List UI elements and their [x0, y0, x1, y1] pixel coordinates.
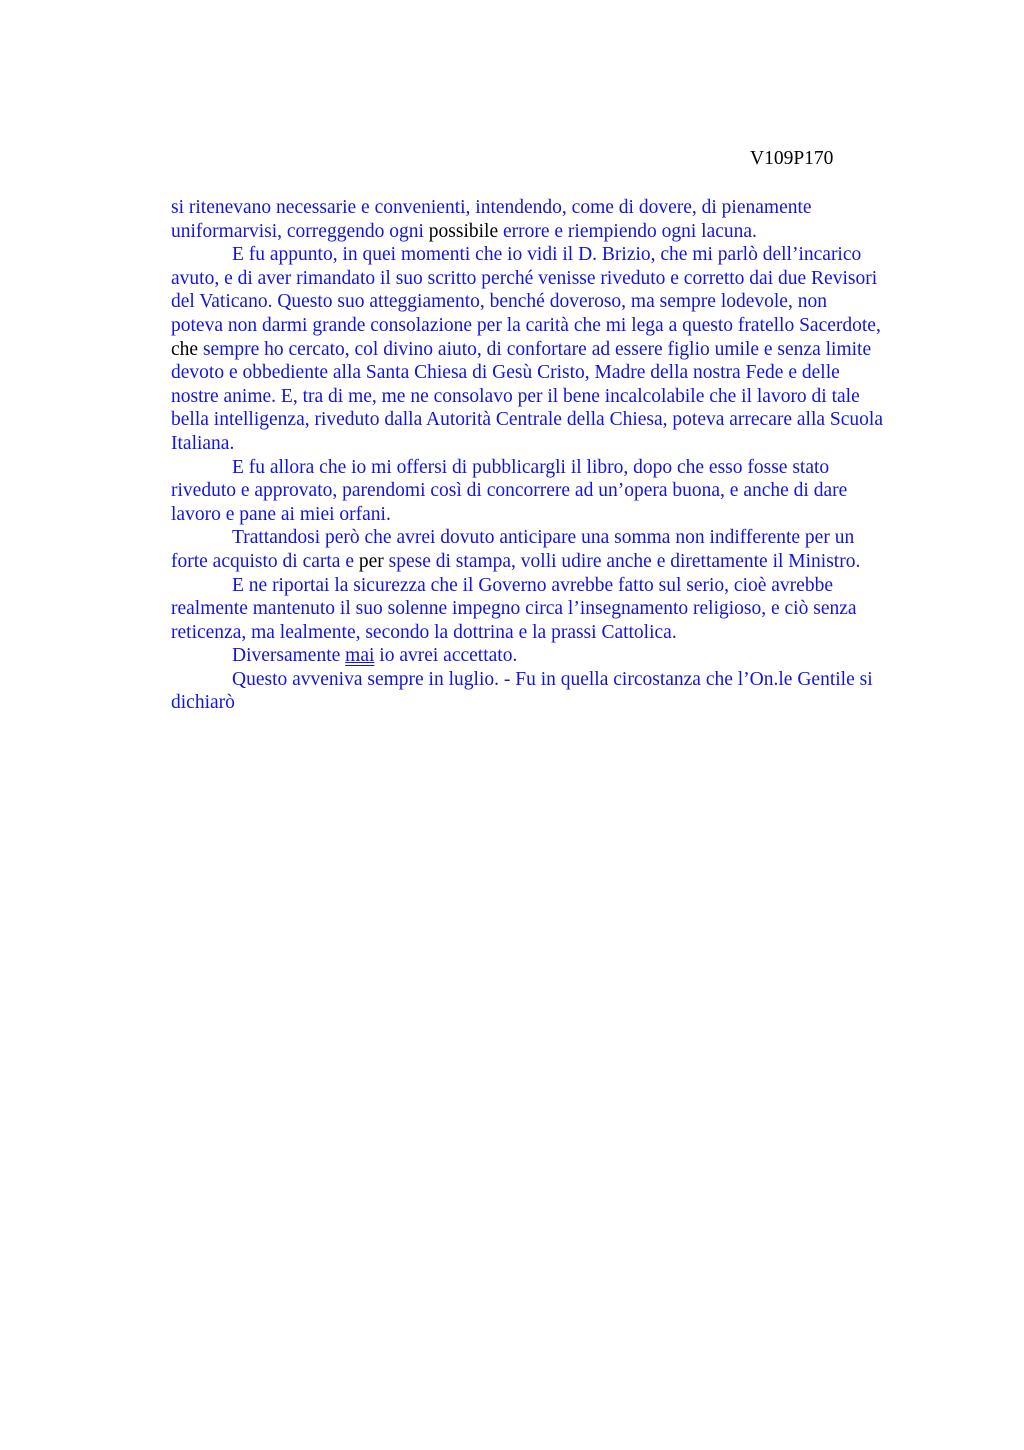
- text-segment: sempre ho cercato, col divino aiuto, di confortare ad essere figlio umile e senza limite: [198, 338, 872, 360]
- text-segment: E fu allora che io mi offersi di pubblicargli il libro, dopo che esso fosse stato: [232, 456, 830, 478]
- text-segment: si ritenevano necessarie e convenienti, intendendo, come di dovere, di pienamente: [171, 197, 812, 218]
- paragraph-start-line: [171, 456, 931, 480]
- text-segment: avuto, e di aver rimandato il suo scritto perché venisse riveduto e corretto dai due Revisori: [171, 267, 878, 289]
- text-segment: io avrei accettato.: [374, 645, 518, 667]
- text-segment: devoto e obbediente alla Santa Chiesa di Gesù Cristo, Madre della nostra Fede e delle: [171, 362, 840, 384]
- text-segment: del Vaticano. Questo suo atteggiamento, benché doveroso, ma sempre lodevole, non: [171, 291, 827, 313]
- paragraph-start-line: [171, 526, 931, 550]
- text-segment: Questo avveniva sempre in luglio. - Fu in quella circostanza che l’On.le Gentile si: [232, 668, 873, 690]
- text-line: [171, 550, 931, 574]
- document-body: [171, 196, 931, 715]
- text-line: [171, 220, 931, 244]
- text-segment: dichiarò: [171, 692, 235, 714]
- text-segment: uniformarvisi, correggendo ogni: [171, 220, 429, 242]
- text-segment: bella intelligenza, riveduto dalla Autorità Centrale della Chiesa, poteva arrecare alla Scuola: [171, 409, 883, 431]
- text-segment: lavoro e pane ai miei orfani.: [171, 503, 391, 525]
- text-segment: reticenza, ma lealmente, secondo la dottrina e la prassi Cattolica.: [171, 621, 677, 643]
- text-segment: Diversamente: [232, 645, 346, 667]
- text-line: [171, 338, 931, 362]
- text-segment: errore e riempiendo ogni lacuna.: [498, 220, 757, 242]
- paragraph-start-line: [171, 668, 931, 692]
- text-segment: Trattandosi però che avrei dovuto anticipare una somma non indifferente per un: [232, 527, 855, 549]
- black-text-segment: possibile: [428, 220, 499, 242]
- text-line: [171, 361, 931, 385]
- text-line: [171, 621, 931, 645]
- text-segment: realmente mantenuto il suo solenne impegno circa l’insegnamento religioso, e ciò senza: [171, 598, 857, 620]
- paragraph-start-line: [171, 574, 931, 598]
- text-line: [171, 408, 931, 432]
- text-segment: poteva non darmi grande consolazione per la carità che mi lega a questo fratello Sacerdote,: [171, 314, 881, 336]
- paragraph-start-line: [171, 644, 931, 668]
- text-segment: E ne riportai la sicurezza che il Governo avrebbe fatto sul serio, cioè avrebbe: [232, 574, 833, 596]
- double-underlined-word: mai: [345, 645, 375, 667]
- text-line: [171, 691, 931, 715]
- text-line: [171, 385, 931, 409]
- text-segment: nostre anime. E, tra di me, me ne consolavo per il bene incalcolabile che il lavoro di tale: [171, 385, 860, 407]
- paragraph-start-line: [171, 243, 931, 267]
- text-line: [171, 290, 931, 314]
- black-text-segment: per: [358, 550, 384, 572]
- text-line: [171, 196, 931, 220]
- text-line: [171, 432, 931, 456]
- text-segment: forte acquisto di carta e: [171, 550, 359, 572]
- text-segment: spese di stampa, volli udire anche e direttamente il Ministro.: [383, 550, 861, 572]
- text-segment: riveduto e approvato, parendomi così di concorrere ad un’opera buona, e anche di dare: [171, 480, 848, 502]
- black-text-segment: che: [171, 338, 199, 360]
- text-line: [171, 479, 931, 503]
- text-segment: Italiana.: [171, 432, 235, 454]
- text-line: [171, 503, 931, 527]
- text-segment: E fu appunto, in quei momenti che io vidi il D. Brizio, che mi parlò dell’incarico: [232, 244, 862, 266]
- text-line: [171, 267, 931, 291]
- text-line: [171, 314, 931, 338]
- text-line: [171, 597, 931, 621]
- page-identifier: V109P170: [750, 148, 834, 169]
